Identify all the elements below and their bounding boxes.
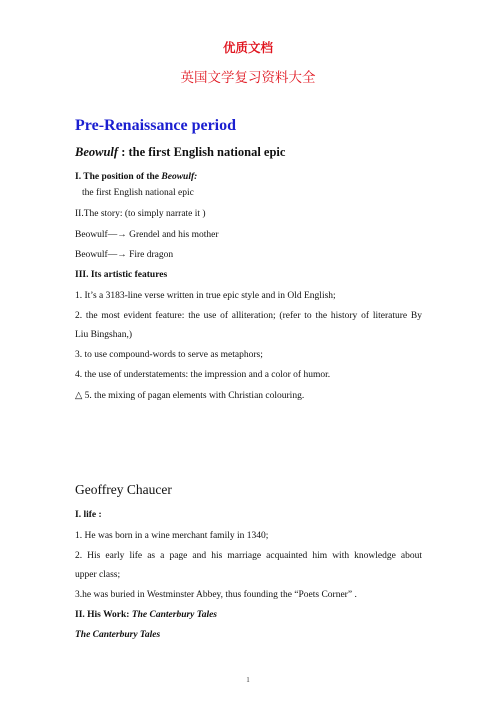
doc-title: 英国文学复习资料大全 [180,70,316,86]
story-line-2: Beowulf—→ Fire dragon [75,250,174,260]
beowulf-position-line: the first English national epic [82,188,194,198]
life-3: 3.he was buried in Westminster Abbey, thus founding the “Poets Corner” . [75,590,357,600]
beowulf-part2-heading: II.The story: (to simply narrate it ) [75,209,206,219]
feature-2: 2. the most evident feature: the use of alliteration; (refer to the history of literature By [75,311,422,321]
canterbury-tales-subheading: The Canterbury Tales [75,630,161,640]
life-2: 2. His early life as a page and his marriage acquainted him with knowledge about [75,551,422,561]
chaucer-work-heading: II. His Work: The Canterbury Tales [75,610,218,620]
feature-3: 3. to use compound-words to serve as metaphors; [75,350,263,360]
beowulf-subtitle [75,145,285,160]
feature-2-cont: Liu Bingshan,) [75,330,132,340]
life-2-cont: upper class; [75,570,121,580]
canterbury-tales-title: The Canterbury Tales [131,610,218,620]
doc-label: 优质文档 [222,40,273,55]
chaucer-life-heading: I. life : [75,510,102,520]
feature-4: 4. the use of understatements: the impression and a color of humor. [75,370,331,380]
feature-1: 1. It’s a 3183-line verse written in true epic style and in Old English; [75,291,336,301]
page-number: 1 [246,676,250,684]
feature-5: △ 5. the mixing of pagan elements with Christian colouring. [75,391,305,401]
beowulf-title: Beowulf [75,145,119,159]
section-heading-chaucer: Geoffrey Chaucer [75,482,172,497]
life-1: 1. He was born in a wine merchant family in 1340; [75,531,269,541]
beowulf-part3-heading: III. Its artistic features [75,270,168,280]
beowulf-subtitle-rest: : the first English national epic [118,145,286,159]
beowulf-work-ref: Beowulf: [161,172,198,182]
section-heading-pre-renaissance: Pre-Renaissance period [75,117,237,134]
story-line-1: Beowulf—→ Grendel and his mother [75,230,219,240]
beowulf-part1-heading: I. The position of the Beowulf: [75,172,198,182]
